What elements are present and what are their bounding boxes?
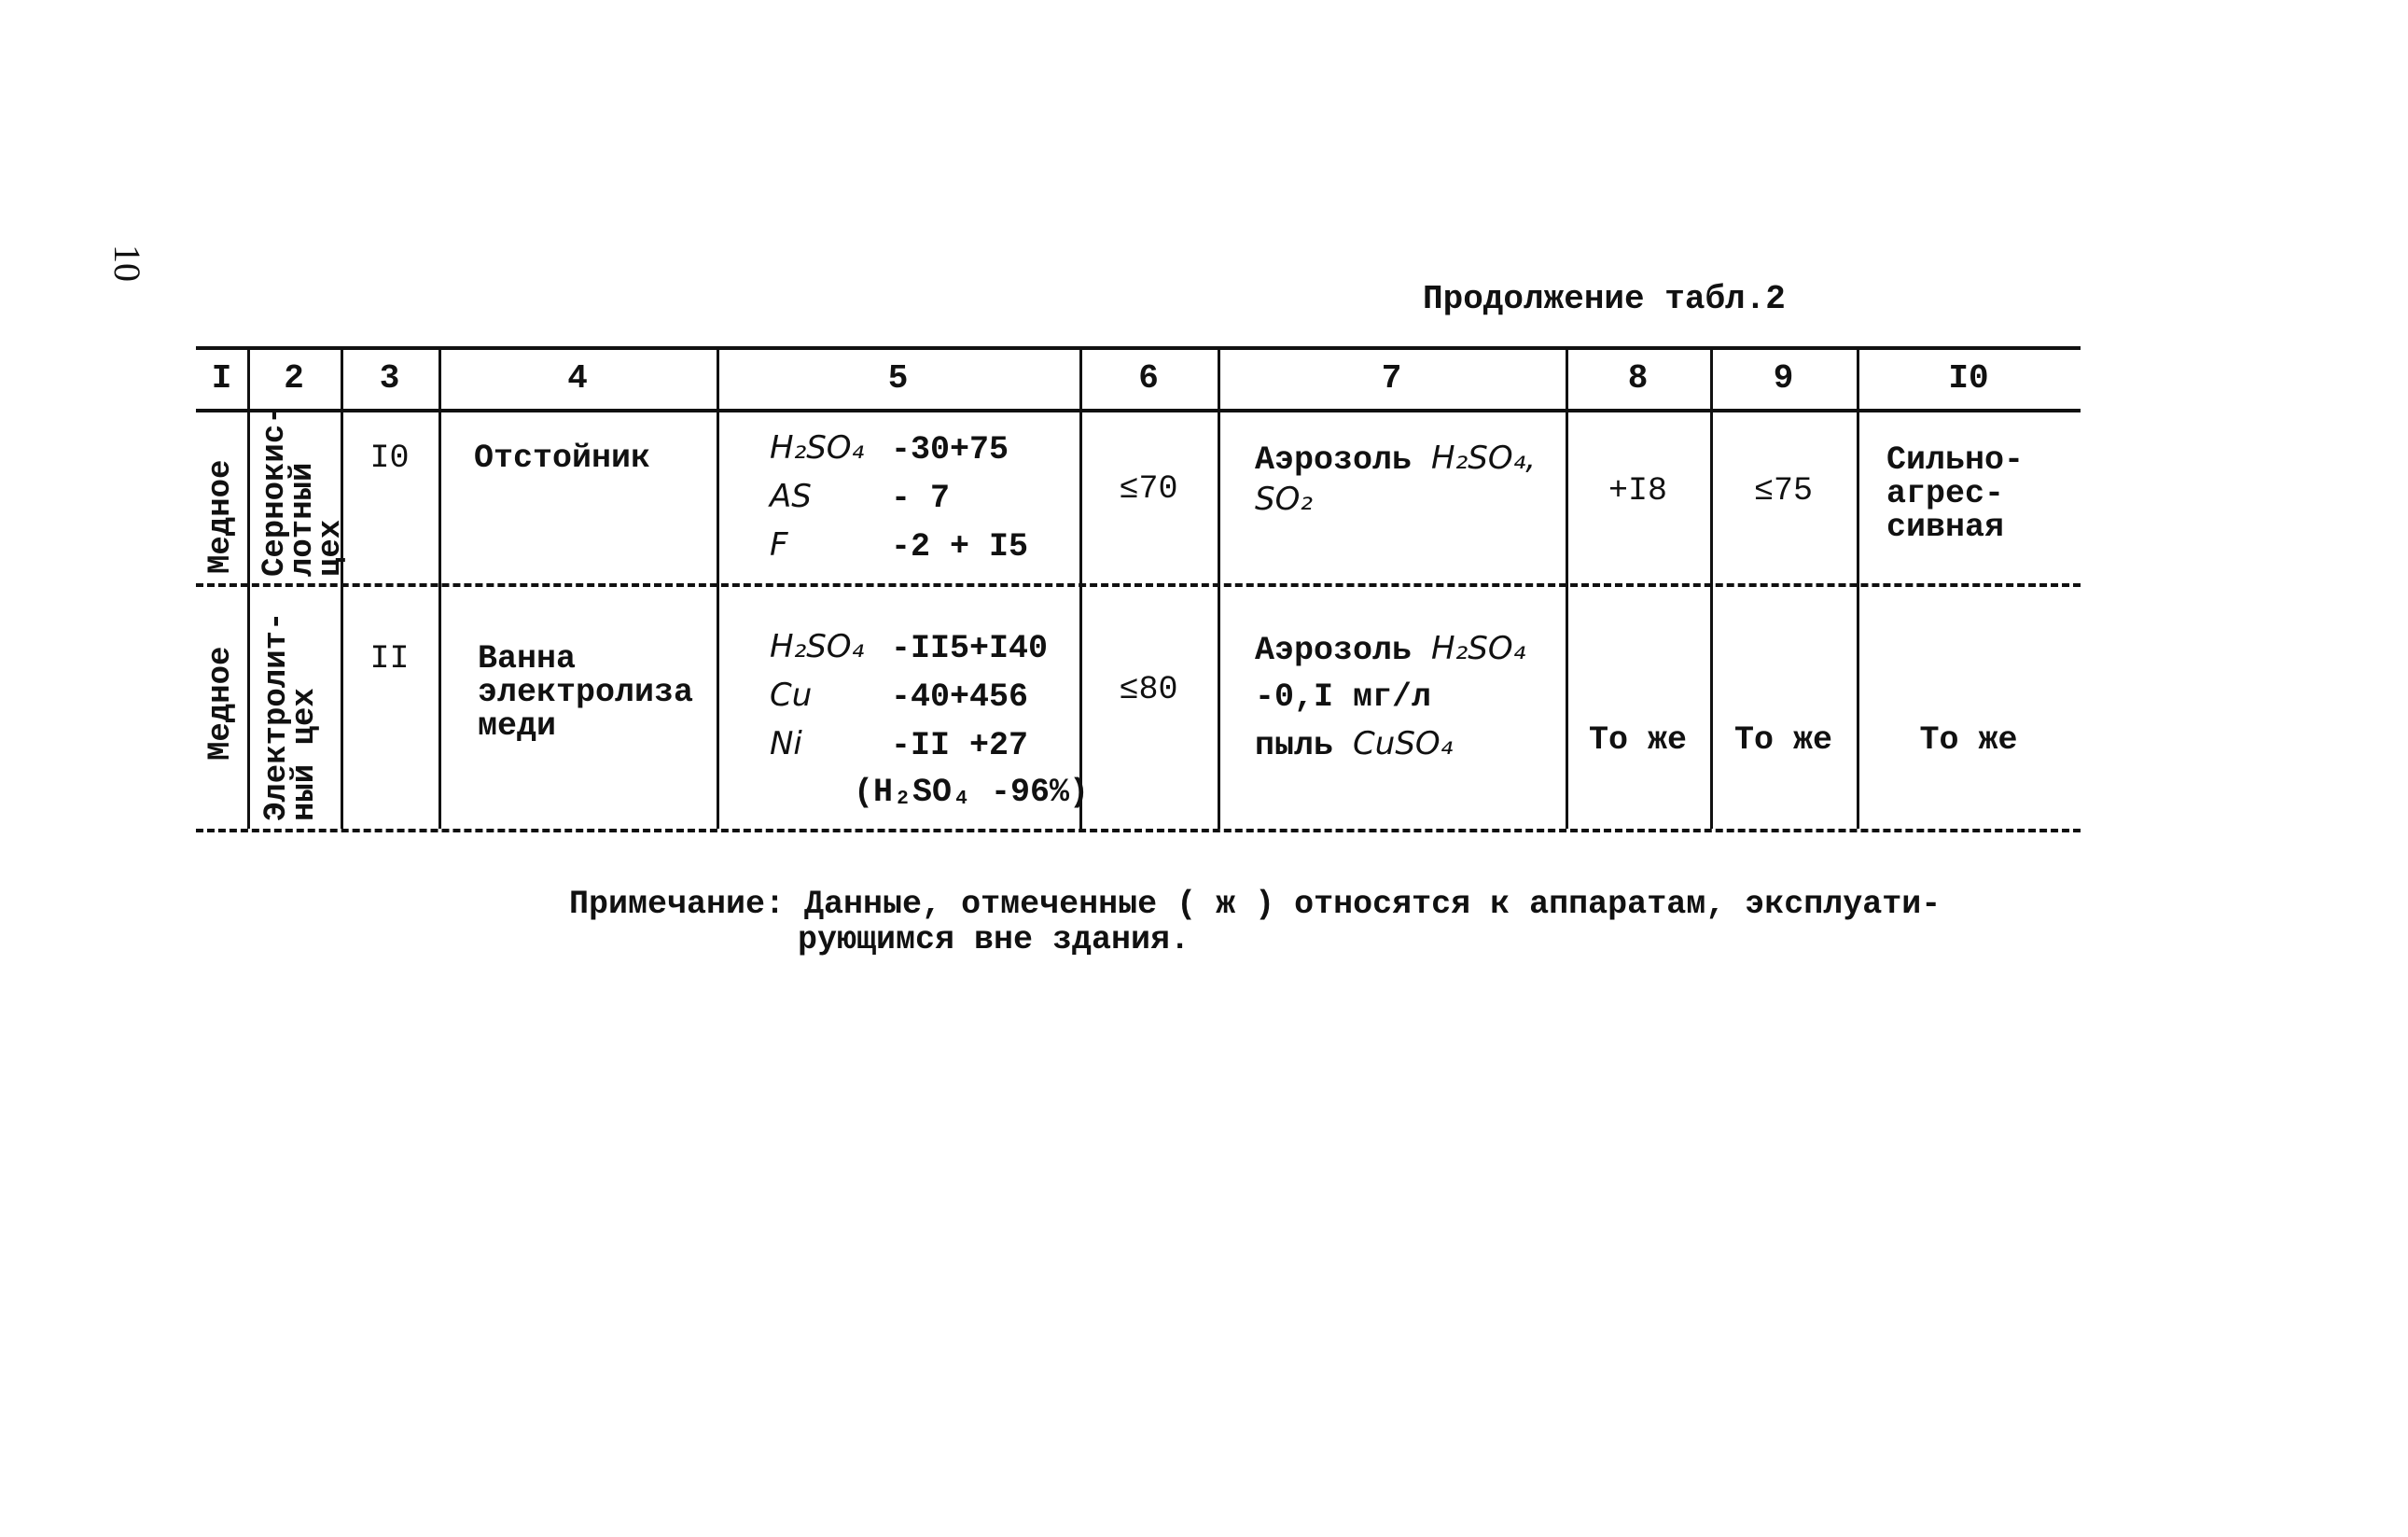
row2-value-col8: То же: [1588, 721, 1688, 759]
row2-metal: Медное: [203, 646, 239, 761]
row2-department-line2: ный цех: [287, 688, 323, 821]
row1-value-col9: ≤75: [1753, 472, 1813, 510]
footnote-line1: Примечание: Данные, отмеченные ( ж ) относятся к аппаратам, эксплуати-: [569, 886, 1942, 923]
row2-aggressiveness: То же: [1919, 721, 2018, 759]
header-bottom-rule: [196, 409, 2081, 412]
table-top-rule: [196, 346, 2081, 350]
row1-value-col6: ≤70: [1119, 470, 1178, 508]
header-col-9: 9: [1773, 359, 1794, 398]
row2-department-line1: Электролит-: [259, 611, 295, 821]
row2-value-col9: То же: [1733, 721, 1833, 759]
substance-row: AS - 7: [770, 478, 951, 517]
column-divider: [717, 346, 719, 829]
substance-row: Ni -II +27: [770, 725, 1029, 764]
row1-value-col8: +I8: [1608, 472, 1667, 510]
header-col-3: 3: [379, 359, 400, 398]
row1-equipment: Отстойник: [474, 440, 651, 477]
row1-aggressiveness: Сильно- агрес- сивная: [1886, 441, 2025, 546]
row2-emissions: Аэрозоль H₂SO₄ -0,I мг/л пыль CuSO₄: [1255, 630, 1526, 764]
row1-department: [258, 405, 349, 577]
header-col-10: I0: [1948, 359, 1989, 398]
row2-department: [259, 611, 323, 821]
header-col-1: I: [211, 359, 232, 398]
row-separator: [196, 583, 2081, 587]
header-col-4: 4: [567, 359, 588, 398]
row1-number: I0: [369, 440, 410, 477]
header-col-6: 6: [1138, 359, 1159, 398]
row2-value-col6: ≤80: [1119, 671, 1178, 708]
row1-emissions: Аэрозоль H₂SO₄, SO₂: [1255, 440, 1537, 518]
row1-substances: [770, 425, 1028, 570]
header-col-8: 8: [1627, 359, 1649, 398]
footnote: [569, 887, 1941, 957]
column-divider: [247, 346, 250, 829]
substance-note: (H₂SO₄ -96%): [854, 774, 1090, 811]
table-caption: Продолжение табл.2: [1423, 280, 1786, 318]
row2-number: II: [369, 640, 410, 678]
header-col-7: 7: [1381, 359, 1402, 398]
substance-row: H₂SO₄ -30+75: [770, 429, 1009, 468]
footnote-line2: рующимся вне здания.: [798, 921, 1190, 958]
header-col-2: 2: [284, 359, 304, 398]
row1-department-line1: Сернокис-: [258, 405, 293, 577]
column-divider: [1218, 346, 1220, 829]
header-col-5: 5: [887, 359, 909, 398]
row2-equipment: Ванна электролиза меди: [478, 640, 694, 745]
substance-row: F -2 + I5: [770, 526, 1029, 566]
row1-metal: Медное: [203, 459, 239, 574]
row1-department-line2: лотный: [285, 462, 321, 577]
row1-department-line3: цех: [313, 519, 349, 577]
row2-substances: [770, 623, 1089, 816]
substance-row: H₂SO₄ -II5+I40: [770, 628, 1049, 667]
table-bottom-rule: [196, 829, 2081, 832]
page-number: 10: [106, 245, 148, 282]
substance-row: Cu -40+456: [770, 677, 1029, 716]
column-divider: [438, 346, 441, 829]
